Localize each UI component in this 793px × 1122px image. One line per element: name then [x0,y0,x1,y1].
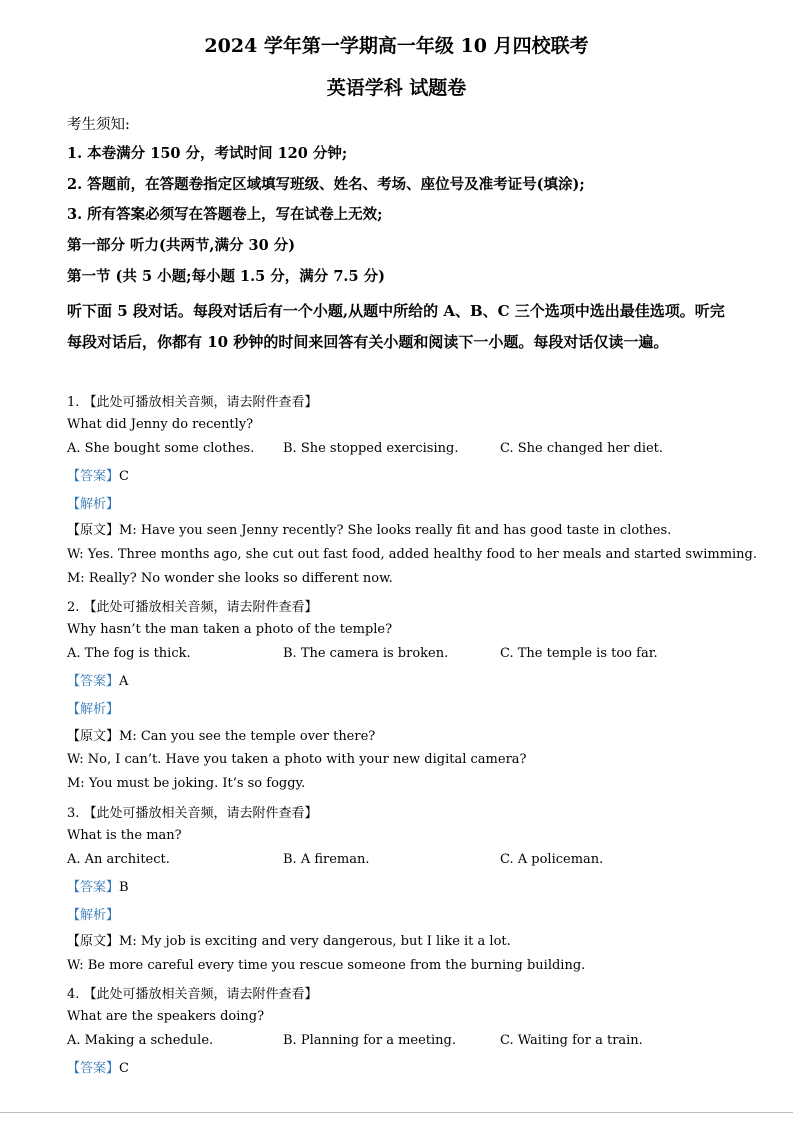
option-a: A. An architect. [67,852,170,867]
answer-line [67,1057,129,1076]
answer-label: 【答案】 [67,1061,120,1076]
answer-value: A [119,674,129,689]
question-text: Why hasn’t the man taken a photo of the temple? [67,622,393,637]
section-part-title: 第一部分 听力(共两节,满分 30 分) [67,237,296,254]
page-bottom-divider [0,1112,793,1113]
analysis-label: 【解析】 [67,908,120,923]
option-a: A. The fog is thick. [67,646,191,661]
question-header: 2. 【此处可播放相关音频，请去附件查看】 [67,600,318,615]
answer-label: 【答案】 [67,469,120,484]
option-a: A. Making a schedule. [67,1033,214,1048]
transcript-line [67,519,671,538]
answer-value: C [119,1061,129,1076]
question-header: 1. 【此处可播放相关音频，请去附件查看】 [67,395,318,410]
option-c: C. Waiting for a train. [500,1033,643,1048]
transcript-line: M: You must be joking. It’s so foggy. [67,776,306,791]
option-b: B. Planning for a meeting. [283,1033,456,1048]
option-c: C. She changed her diet. [500,441,664,456]
transcript-line [67,930,511,949]
option-c: C. The temple is too far. [500,646,658,661]
notice-heading: 考生须知: [67,117,130,133]
section-instructions: 听下面 5 段对话。每段对话后有一个小题,从题中所给的 A、B、C 三个选项中选出最佳选项。听完每段对话后，你都有 10 秒钟的时间来回答有关小题和阅读下一小题。每段对话仅读一遍。 [67,302,725,351]
notice-item-1: 1. 本卷满分 150 分，考试时间 120 分钟; [67,145,348,162]
transcript-line [67,725,375,744]
transcript-text: M: Can you see the temple over there? [119,729,376,744]
notice-item-2: 2. 答题前，在答题卷指定区域填写班级、姓名、考场、座位号及准考证号(填涂); [67,176,585,193]
option-b: B. She stopped exercising. [283,441,459,456]
transcript-line: W: Yes. Three months ago, she cut out fast food, added healthy food to her meals and started swimming. [67,547,758,562]
question-text: What is the man? [67,828,182,843]
analysis-label: 【解析】 [67,497,120,512]
option-b: B. The camera is broken. [283,646,449,661]
answer-label: 【答案】 [67,674,120,689]
answer-value: C [119,469,129,484]
notice-item-3: 3. 所有答案必须写在答题卷上，写在试卷上无效; [67,206,383,223]
question-header: 3. 【此处可播放相关音频，请去附件查看】 [67,806,318,821]
exam-title: 2024 学年第一学期高一年级 10 月四校联考 [204,35,589,57]
original-label: 【原文】 [67,729,120,744]
transcript-text: M: My job is exciting and very dangerous, but I like it a lot. [119,934,511,949]
question-text: What are the speakers doing? [67,1009,265,1024]
answer-line [67,876,129,895]
transcript-line: W: No, I can’t. Have you taken a photo with your new digital camera? [67,752,527,767]
option-a: A. She bought some clothes. [67,441,255,456]
original-label: 【原文】 [67,934,120,949]
section-sub-title: 第一节 (共 5 小题;每小题 1.5 分，满分 7.5 分) [67,268,385,285]
answer-value: B [119,880,129,895]
analysis-label: 【解析】 [67,702,120,717]
question-header: 4. 【此处可播放相关音频，请去附件查看】 [67,987,318,1002]
transcript-line: M: Really? No wonder she looks so different now. [67,571,393,586]
transcript-line: W: Be more careful every time you rescue someone from the burning building. [67,958,586,973]
exam-subtitle: 英语学科 试题卷 [326,77,467,99]
question-text: What did Jenny do recently? [67,417,254,432]
option-b: B. A fireman. [283,852,370,867]
option-c: C. A policeman. [500,852,604,867]
answer-line [67,670,128,689]
answer-label: 【答案】 [67,880,120,895]
answer-line [67,465,129,484]
transcript-text: M: Have you seen Jenny recently? She looks really fit and has good taste in clothes. [119,523,672,538]
original-label: 【原文】 [67,523,120,538]
